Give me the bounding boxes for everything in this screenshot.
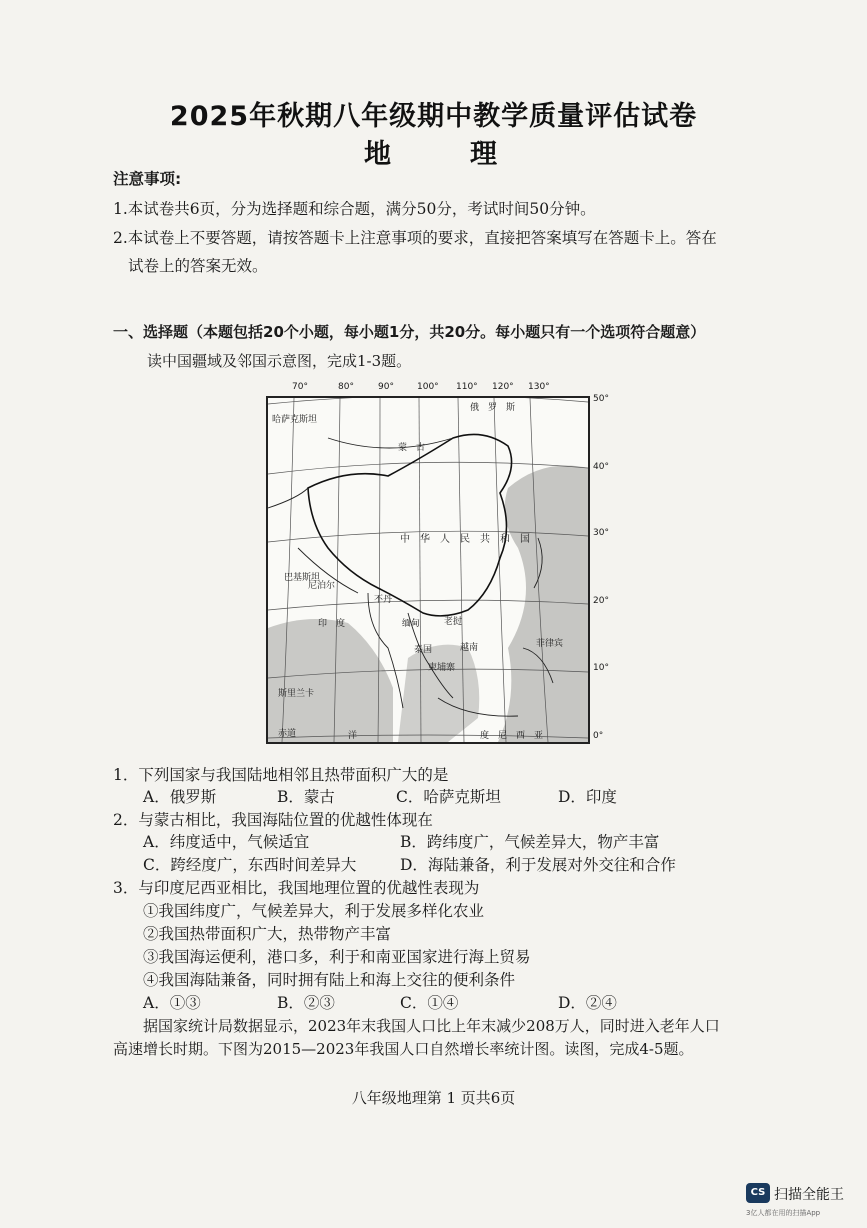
- map-label-india: 印 度: [318, 619, 346, 629]
- q3-statement-4: ④我国海陆兼备，同时拥有陆上和海上交往的便利条件: [143, 971, 516, 989]
- lon-label: 110°: [456, 382, 478, 392]
- map-label-laos: 老挝: [444, 617, 463, 627]
- map-label-ocean: 洋: [348, 731, 358, 741]
- q3-option-a: A．①③: [143, 994, 201, 1012]
- camscanner-logo-icon: CS: [746, 1183, 770, 1203]
- q1-option-c: C．哈萨克斯坦: [396, 788, 501, 806]
- lon-label: 80°: [338, 382, 354, 392]
- map-label-bhutan: 不丹: [374, 595, 393, 605]
- passage-4-5-line-1: 据国家统计局数据显示，2023年末我国人口比上年末减少208万人，同时进入老年人口: [143, 1017, 720, 1035]
- map-label-pakistan: 巴基斯坦: [284, 573, 321, 583]
- question-2: 2．与蒙古相比，我国海陆位置的优越性体现在: [113, 811, 433, 829]
- notice-item-2a: 2.本试卷上不要答题，请按答题卡上注意事项的要求，直接把答案填写在答题卡上。答在: [113, 229, 717, 247]
- map-label-myanmar: 缅甸: [402, 619, 421, 629]
- q2-option-a: A．纬度适中，气候适宜: [143, 833, 310, 851]
- lat-label: 20°: [593, 596, 609, 606]
- lat-label: 10°: [593, 663, 609, 673]
- q3-option-d: D．②④: [558, 994, 617, 1012]
- map-label-equator: 赤道: [278, 729, 297, 739]
- map-label-indonesia: 度 尼 西 亚: [480, 731, 544, 741]
- q1-option-a: A．俄罗斯: [143, 788, 217, 806]
- q2-option-d: D．海陆兼备，利于发展对外交往和合作: [400, 856, 676, 874]
- pacific-ocean-area: [498, 466, 588, 743]
- scanner-slogan: 3亿人都在用的扫描App: [746, 1209, 821, 1217]
- lat-label: 40°: [593, 462, 609, 472]
- page-footer: 八年级地理第 1 页共6页: [351, 1089, 516, 1107]
- map-label-cambodia: 柬埔寨: [428, 663, 456, 673]
- lat-label: 0°: [593, 731, 604, 741]
- q1-option-b: B．蒙古: [277, 788, 335, 806]
- map-label-srilanka: 斯里兰卡: [278, 689, 315, 699]
- notice-item-2b: 试卷上的答案无效。: [128, 257, 268, 275]
- scanner-watermark: [746, 1182, 858, 1222]
- q1-option-d: D．印度: [558, 788, 617, 806]
- map-label-china: 中 华 人 民 共 和 国: [400, 534, 530, 545]
- lon-label: 90°: [378, 382, 394, 392]
- q3-option-c: C．①④: [400, 994, 459, 1012]
- q2-option-b: B．跨纬度广，气候差异大，物产丰富: [400, 833, 660, 851]
- scanner-app-name: 扫描全能王: [774, 1187, 844, 1203]
- exam-title: 2025年秋期八年级期中教学质量评估试卷: [169, 101, 698, 132]
- q3-statement-2: ②我国热带面积广大，热带物产丰富: [143, 925, 392, 943]
- map-label-thailand: 泰国: [414, 645, 433, 655]
- passage-4-5-line-2: 高速增长时期。下图为2015—2023年我国人口自然增长率统计图。读图，完成4-5题。: [113, 1040, 694, 1058]
- lon-label: 70°: [292, 382, 308, 392]
- map-label-philippines: 菲律宾: [536, 639, 564, 649]
- map-label-mongolia: 蒙 古: [398, 443, 426, 453]
- map-label-kazakhstan: 哈萨克斯坦: [272, 415, 318, 425]
- map-label-nepal: 尼泊尔: [308, 581, 336, 591]
- lon-label: 130°: [528, 382, 550, 392]
- lon-label: 100°: [417, 382, 439, 392]
- q2-option-c: C．跨经度广，东西时间差异大: [143, 856, 357, 874]
- subject-title: 地 理: [364, 139, 523, 170]
- question-1: 1．下列国家与我国陆地相邻且热带面积广大的是: [113, 766, 449, 784]
- q3-statement-3: ③我国海运便利，港口多，利于和南亚国家进行海上贸易: [143, 948, 531, 966]
- section-1-heading: 一、选择题（本题包括20个小题，每小题1分，共20分。每小题只有一个选项符合题意）: [113, 323, 706, 341]
- lon-label: 120°: [492, 382, 514, 392]
- map-label-russia: 俄 罗 斯: [470, 403, 516, 413]
- question-3: 3．与印度尼西亚相比，我国地理位置的优越性表现为: [113, 879, 480, 897]
- notice-heading: 注意事项:: [113, 170, 182, 188]
- q3-option-b: B．②③: [277, 994, 335, 1012]
- q3-statement-1: ①我国纬度广，气候差异大，利于发展多样化农业: [143, 902, 485, 920]
- lat-label: 30°: [593, 528, 609, 538]
- section-1-intro: 读中国疆域及邻国示意图，完成1-3题。: [147, 352, 412, 370]
- notice-item-1: 1.本试卷共6页，分为选择题和综合题，满分50分，考试时间50分钟。: [113, 200, 596, 218]
- map-label-vietnam: 越南: [460, 643, 479, 653]
- lat-label: 50°: [593, 394, 609, 404]
